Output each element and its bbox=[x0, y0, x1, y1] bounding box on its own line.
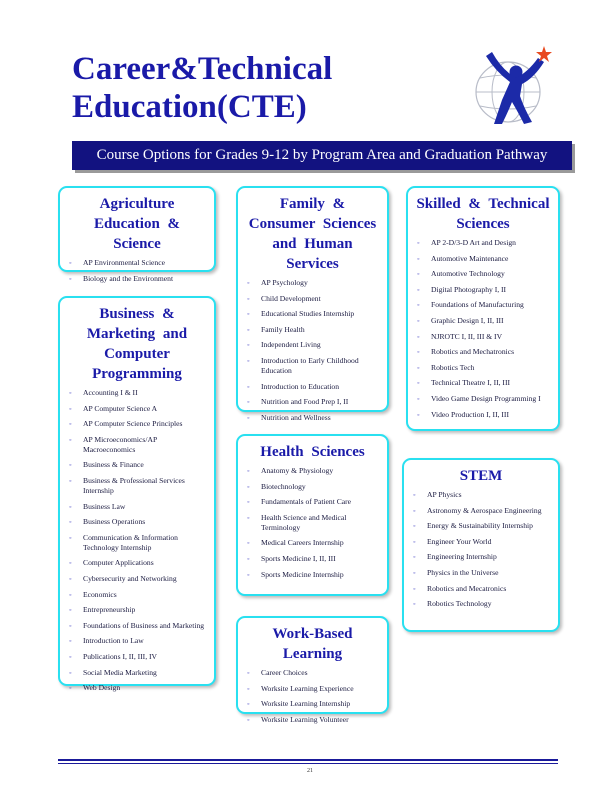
bullet-icon: ◦ bbox=[413, 491, 416, 499]
title-word-education: Education bbox=[72, 89, 217, 125]
page-number: 21 bbox=[307, 768, 313, 774]
list-item-text: Automotive Maintenance bbox=[431, 253, 509, 263]
work-based-learning-box bbox=[236, 616, 389, 724]
list-item bbox=[416, 238, 550, 248]
list-item bbox=[246, 294, 379, 304]
list-item-text: Fundamentals of Patient Care bbox=[261, 497, 352, 507]
list-item bbox=[68, 652, 206, 662]
list-item bbox=[246, 699, 379, 709]
list-item bbox=[68, 258, 206, 268]
list-item bbox=[416, 363, 550, 373]
list-item-text: Career Choices bbox=[261, 668, 308, 677]
list-item-text: Economics bbox=[83, 589, 117, 599]
list-item bbox=[246, 325, 379, 335]
list-item bbox=[68, 517, 206, 527]
list-item-text: AP 2-D/3-D Art and Design bbox=[431, 238, 516, 247]
list-item bbox=[246, 497, 379, 507]
bullet-icon: ◦ bbox=[69, 420, 72, 429]
list-item bbox=[416, 269, 550, 279]
bullet-icon: ◦ bbox=[69, 668, 72, 677]
list-item-text: Independent Living bbox=[261, 340, 321, 350]
list-item bbox=[68, 476, 206, 496]
family-consumer-title: Family & Consumer Sciences and Human Services bbox=[248, 196, 377, 272]
work-based-learning-list bbox=[246, 668, 379, 725]
list-item-text: Publications I, II, III, IV bbox=[83, 651, 158, 661]
agriculture-box bbox=[58, 186, 216, 283]
bullet-icon: ◦ bbox=[417, 285, 420, 294]
bullet-icon: ◦ bbox=[247, 554, 250, 563]
list-item bbox=[68, 558, 206, 568]
list-item-text: Health Science and Medical Terminology bbox=[261, 512, 347, 532]
list-item-text: Energy & Sustainability Internship bbox=[427, 521, 533, 531]
list-item bbox=[412, 568, 550, 578]
list-item-text: Engineer Your World bbox=[427, 536, 492, 546]
list-item bbox=[416, 347, 550, 357]
list-item bbox=[68, 388, 206, 398]
list-item bbox=[246, 513, 379, 533]
list-item bbox=[416, 332, 550, 342]
bullet-icon: ◦ bbox=[413, 522, 416, 531]
list-item-text: Robotics and Mechatronics bbox=[431, 347, 515, 357]
footer-rule-thin bbox=[58, 763, 558, 764]
bullet-icon: ◦ bbox=[413, 537, 416, 546]
list-item bbox=[68, 574, 206, 584]
skilled-technical-title: Skilled & Technical Sciences bbox=[416, 196, 550, 232]
bullet-icon: ◦ bbox=[69, 590, 72, 599]
list-item-text: AP Computer Science A bbox=[83, 403, 158, 413]
health-sciences-title: Health Sciences bbox=[260, 444, 365, 460]
list-item bbox=[68, 590, 206, 600]
list-item bbox=[416, 300, 550, 310]
list-item bbox=[412, 552, 550, 562]
bullet-icon: ◦ bbox=[69, 435, 72, 444]
list-item bbox=[246, 466, 379, 476]
list-item-text: Sports Medicine I, II, III bbox=[261, 553, 336, 563]
bullet-icon: ◦ bbox=[69, 559, 72, 568]
list-item bbox=[246, 340, 379, 350]
skilled-technical-list bbox=[416, 238, 550, 420]
list-item bbox=[68, 683, 206, 693]
list-item bbox=[412, 584, 550, 594]
bullet-icon: ◦ bbox=[247, 498, 250, 507]
bullet-icon: ◦ bbox=[413, 600, 416, 609]
student-star-globe-logo-icon bbox=[472, 42, 560, 134]
list-item-text: Medical Careers Internship bbox=[261, 538, 344, 548]
list-item bbox=[68, 636, 206, 646]
list-item-text: AP Computer Science Principles bbox=[83, 419, 183, 429]
subtitle-banner: Course Options for Grades 9-12 by Program Area and Graduation Pathway bbox=[72, 141, 572, 170]
list-item-text: Business Operations bbox=[83, 517, 146, 527]
bullet-icon: ◦ bbox=[69, 518, 72, 527]
title-word-career: Career& bbox=[72, 51, 198, 87]
stem-list bbox=[412, 490, 550, 609]
list-item-text: Biotechnology bbox=[261, 481, 306, 491]
list-item bbox=[246, 668, 379, 678]
bullet-icon: ◦ bbox=[417, 301, 420, 310]
list-item-text: Business & Professional Services Internship bbox=[83, 475, 185, 495]
list-item-text: Entrepreneurship bbox=[83, 605, 136, 615]
bullet-icon: ◦ bbox=[417, 270, 420, 279]
bullet-icon: ◦ bbox=[69, 652, 72, 661]
bullet-icon: ◦ bbox=[247, 356, 250, 365]
list-item-text: Family Health bbox=[261, 324, 305, 334]
list-item-text: Introduction to Early Childhood Education bbox=[261, 355, 359, 375]
bullet-icon: ◦ bbox=[247, 413, 250, 422]
bullet-icon: ◦ bbox=[69, 461, 72, 470]
list-item-text: Automotive Technology bbox=[431, 269, 505, 279]
list-item-text: Computer Applications bbox=[83, 558, 154, 568]
bullet-icon: ◦ bbox=[417, 348, 420, 357]
list-item-text: Worksite Learning Experience bbox=[261, 683, 354, 693]
list-item bbox=[68, 668, 206, 678]
list-item-text: Robotics and Mecatronics bbox=[427, 583, 507, 593]
business-box bbox=[58, 296, 216, 693]
stem-title: STEM bbox=[459, 468, 503, 484]
bullet-icon: ◦ bbox=[247, 570, 250, 579]
bullet-icon: ◦ bbox=[247, 513, 250, 522]
list-item-text: Introduction to Education bbox=[261, 381, 340, 391]
list-item bbox=[246, 538, 379, 548]
list-item bbox=[246, 482, 379, 492]
list-item-text: Business & Finance bbox=[83, 460, 144, 470]
bullet-icon: ◦ bbox=[417, 332, 420, 341]
business-list bbox=[68, 388, 206, 693]
bullet-icon: ◦ bbox=[69, 404, 72, 413]
list-item bbox=[68, 435, 206, 455]
list-item-text: Foundations of Manufacturing bbox=[431, 300, 524, 310]
list-item-text: Physics in the Universe bbox=[427, 567, 499, 577]
list-item bbox=[246, 397, 379, 407]
list-item-text: Graphic Design I, II, III bbox=[431, 315, 504, 325]
family-consumer-list bbox=[246, 278, 379, 423]
list-item-text: Digital Photography I, II bbox=[431, 284, 507, 294]
list-item bbox=[68, 502, 206, 512]
list-item bbox=[416, 394, 550, 404]
list-item-text: AP Psychology bbox=[261, 278, 308, 287]
list-item-text: Nutrition and Food Prep I, II bbox=[261, 397, 349, 407]
family-consumer-box bbox=[236, 186, 389, 422]
list-item bbox=[246, 413, 379, 423]
bullet-icon: ◦ bbox=[69, 274, 72, 283]
bullet-icon: ◦ bbox=[413, 506, 416, 515]
list-item-text: Video Game Design Programming I bbox=[431, 393, 541, 403]
bullet-icon: ◦ bbox=[417, 394, 420, 403]
list-item bbox=[68, 605, 206, 615]
list-item bbox=[412, 521, 550, 531]
list-item bbox=[246, 715, 379, 725]
bullet-icon: ◦ bbox=[69, 621, 72, 630]
list-item bbox=[412, 537, 550, 547]
list-item bbox=[246, 570, 379, 580]
list-item-text: Business Law bbox=[83, 501, 126, 511]
skilled-technical-box bbox=[406, 186, 560, 431]
work-based-learning-title: Work-Based Learning bbox=[272, 626, 353, 662]
list-item bbox=[68, 274, 206, 284]
list-item bbox=[416, 410, 550, 420]
bullet-icon: ◦ bbox=[69, 389, 72, 397]
bullet-icon: ◦ bbox=[417, 254, 420, 263]
list-item bbox=[246, 309, 379, 319]
bullet-icon: ◦ bbox=[247, 684, 250, 693]
bullet-icon: ◦ bbox=[247, 539, 250, 548]
list-item-text: Biology and the Environment bbox=[83, 273, 174, 283]
bullet-icon: ◦ bbox=[417, 363, 420, 372]
list-item bbox=[416, 285, 550, 295]
footer-rule-thick bbox=[58, 759, 558, 761]
bullet-icon: ◦ bbox=[417, 239, 420, 247]
bullet-icon: ◦ bbox=[69, 637, 72, 646]
bullet-icon: ◦ bbox=[247, 715, 250, 724]
bullet-icon: ◦ bbox=[247, 382, 250, 391]
bullet-icon: ◦ bbox=[247, 279, 250, 287]
list-item bbox=[68, 460, 206, 470]
list-item-text: Robotics Tech bbox=[431, 362, 475, 372]
list-item-text: Social Media Marketing bbox=[83, 667, 157, 677]
bullet-icon: ◦ bbox=[247, 341, 250, 350]
stem-box bbox=[402, 458, 560, 632]
bullet-icon: ◦ bbox=[69, 574, 72, 583]
list-item bbox=[246, 278, 379, 288]
bullet-icon: ◦ bbox=[69, 259, 72, 267]
health-sciences-box bbox=[236, 434, 389, 596]
list-item bbox=[246, 684, 379, 694]
bullet-icon: ◦ bbox=[417, 379, 420, 388]
bullet-icon: ◦ bbox=[247, 467, 250, 475]
list-item-text: Cybersecurity and Networking bbox=[83, 573, 177, 583]
list-item-text: Astronomy & Aerospace Engineering bbox=[427, 505, 542, 515]
list-item bbox=[412, 490, 550, 500]
bullet-icon: ◦ bbox=[417, 410, 420, 419]
list-item bbox=[412, 599, 550, 609]
bullet-icon: ◦ bbox=[69, 684, 72, 693]
list-item bbox=[246, 356, 379, 376]
list-item-text: Accounting I & II bbox=[83, 388, 138, 397]
list-item bbox=[416, 316, 550, 326]
list-item-text: Engineering Internship bbox=[427, 552, 497, 562]
bullet-icon: ◦ bbox=[247, 482, 250, 491]
list-item-text: Robotics Technology bbox=[427, 599, 492, 609]
agriculture-title: Agriculture Education & Science bbox=[93, 196, 181, 252]
list-item bbox=[412, 506, 550, 516]
list-item bbox=[68, 621, 206, 631]
bullet-icon: ◦ bbox=[247, 700, 250, 709]
list-item-text: Communication & Information Technology Internship bbox=[83, 532, 178, 552]
agriculture-list bbox=[68, 258, 206, 284]
title-word-technical: Technical bbox=[197, 51, 333, 87]
list-item-text: Nutrition and Wellness bbox=[261, 412, 331, 422]
bullet-icon: ◦ bbox=[69, 606, 72, 615]
health-sciences-list bbox=[246, 466, 379, 580]
bullet-icon: ◦ bbox=[247, 294, 250, 303]
bullet-icon: ◦ bbox=[417, 316, 420, 325]
list-item bbox=[68, 404, 206, 414]
list-item-text: Worksite Learning Volunteer bbox=[261, 714, 349, 724]
bullet-icon: ◦ bbox=[69, 533, 72, 542]
bullet-icon: ◦ bbox=[413, 584, 416, 593]
bullet-icon: ◦ bbox=[413, 553, 416, 562]
bullet-icon: ◦ bbox=[69, 476, 72, 485]
bullet-icon: ◦ bbox=[413, 568, 416, 577]
list-item bbox=[416, 378, 550, 388]
bullet-icon: ◦ bbox=[69, 502, 72, 511]
list-item bbox=[246, 554, 379, 564]
list-item-text: NJROTC I, II, III & IV bbox=[431, 331, 503, 341]
business-title: Business & Marketing and Computer Programming bbox=[86, 306, 188, 382]
bullet-icon: ◦ bbox=[247, 310, 250, 319]
list-item-text: Anatomy & Physiology bbox=[261, 466, 334, 475]
title-word-cte: (CTE) bbox=[216, 89, 307, 125]
list-item-text: Technical Theatre I, II, III bbox=[431, 378, 511, 388]
list-item-text: Worksite Learning Internship bbox=[261, 699, 351, 709]
list-item-text: Educational Studies Internship bbox=[261, 309, 355, 319]
bullet-icon: ◦ bbox=[247, 669, 250, 677]
list-item-text: Child Development bbox=[261, 293, 321, 303]
list-item-text: AP Physics bbox=[427, 490, 462, 499]
list-item-text: Foundations of Business and Marketing bbox=[83, 620, 205, 630]
list-item-text: Web Design bbox=[83, 683, 121, 693]
list-item-text: Video Production I, II, III bbox=[431, 409, 509, 419]
list-item bbox=[246, 382, 379, 392]
list-item bbox=[68, 419, 206, 429]
bullet-icon: ◦ bbox=[247, 398, 250, 407]
bullet-icon: ◦ bbox=[247, 325, 250, 334]
list-item-text: AP Environmental Science bbox=[83, 258, 165, 267]
list-item-text: Introduction to Law bbox=[83, 636, 144, 646]
list-item bbox=[416, 254, 550, 264]
page-title bbox=[72, 50, 333, 126]
list-item-text: AP Microeconomics/AP Macroeconomics bbox=[83, 434, 157, 454]
list-item-text: Sports Medicine Internship bbox=[261, 569, 344, 579]
list-item bbox=[68, 533, 206, 553]
